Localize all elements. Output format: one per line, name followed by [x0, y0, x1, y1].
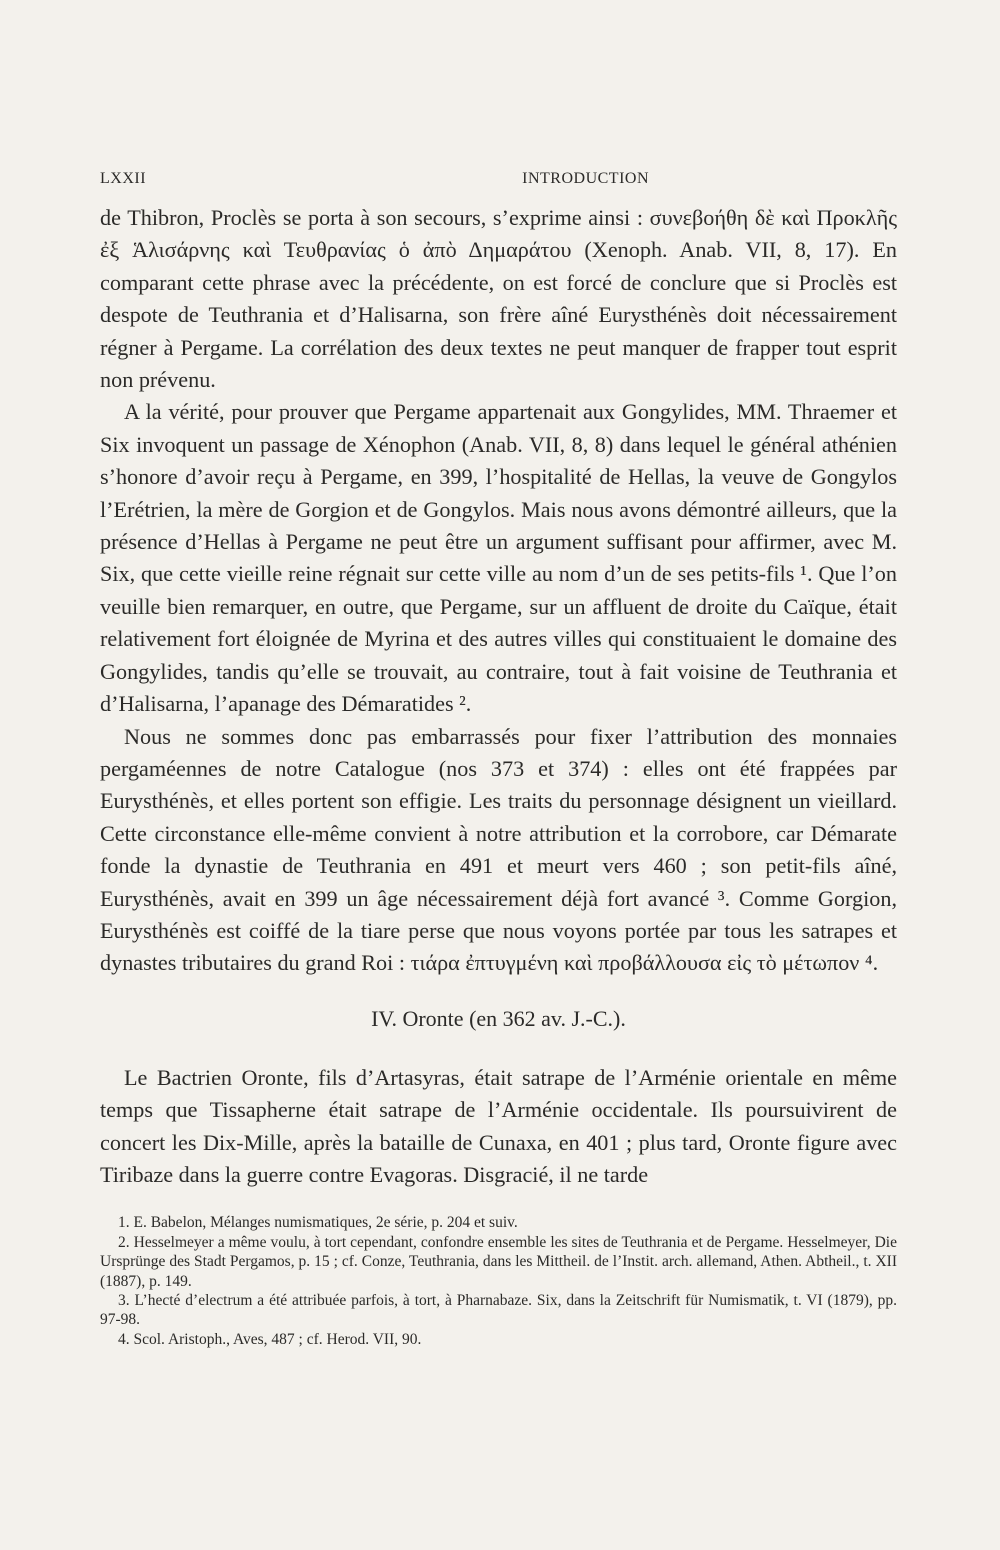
paragraph: Nous ne sommes donc pas embarrassés pour fixer l’attribution des monnaies pergaméennes de notre Catalogue (nos 373 et 374) : elles ont été frappées par Eurysthénès, et elles portent son effigie. Les traits du personnage désignent un vieillard. Cette circonstance elle-même convient à notre attribution et la corrobore, car Démarate fonde la dynastie de Teuthrania en 491 et meurt vers 460 ; son petit-fils aîné, Eurysthénès, avait en 399 un âge nécessairement déjà fort avancé ³. Comme Gorgion, Eurysthénès est coiffé de la tiare perse que nous voyons portée par tous les satrapes et dynastes tributaires du grand Roi : τιάρα ἐπτυγμένη καὶ προβάλλουσα εἰς τὸ μέτωπον ⁴. — [100, 723, 897, 976]
page-number: LXXII — [100, 170, 147, 187]
footnote: 4. Scol. Aristoph., Aves, 487 ; cf. Herod. VII, 90. — [118, 1330, 422, 1348]
paragraph: de Thibron, Proclès se porta à son secours, s’exprime ainsi : συνεβοήθη δὲ καὶ Προκλῆς ἐξ Ἁλισάρνης καὶ Τευθρανίας ὁ ἀπὸ Δημαράτου (Xenoph. Anab. VII, 8, 17). En comparant cette phrase avec la précédente, on est forcé de conclure que si Proclès est despote de Teuthrania et d’Halisarna, son frère aîné Eurysthénès doit nécessairement régner à Pergame. La corrélation des deux textes ne peut manquer de frapper tout esprit non prévenu. — [100, 205, 897, 393]
footnotes — [100, 1213, 897, 1349]
footnote: 1. E. Babelon, Mélanges numismatiques, 2e série, p. 204 et suiv. — [118, 1214, 518, 1232]
running-title: INTRODUCTION — [522, 170, 649, 187]
section-heading: IV. Oronte (en 362 av. J.-C.). — [371, 1005, 626, 1031]
footnote: 2. Hesselmeyer a même voulu, à tort cependant, confondre ensemble les sites de Teuthrania et de Pergame. Hesselmeyer, Die Ursprünge des Stadt Pergamos, p. 15 ; cf. Conze, Teuthrania, dans les Mittheil. de l’Instit. arch. allemand, Athen. Abtheil., t. XII (1887), p. 149. — [100, 1233, 897, 1290]
main-text — [100, 202, 897, 1191]
page — [100, 170, 897, 1349]
footnote: 3. L’hecté d’electrum a été attribuée parfois, à tort, à Pharnabaze. Six, dans la Zeitschrift für Numismatik, t. VI (1879), pp. 97-98. — [100, 1292, 897, 1329]
running-header — [100, 170, 897, 188]
paragraph: Le Bactrien Oronte, fils d’Artasyras, était satrape de l’Arménie orientale en même temps que Tissapherne était satrape de l’Arménie occidentale. Ils poursuivirent de concert les Dix-Mille, après la bataille de Cunaxa, en 401 ; plus tard, Oronte figure avec Tiribaze dans la guerre contre Evagoras. Disgracié, il ne tarde — [100, 1064, 897, 1187]
paragraph: A la vérité, pour prouver que Pergame appartenait aux Gongylides, MM. Thraemer et Six invoquent un passage de Xénophon (Anab. VII, 8, 8) dans lequel le général athénien s’honore d’avoir reçu à Pergame, en 399, l’hospitalité de Hellas, la veuve de Gongylos l’Erétrien, la mère de Gorgion et de Gongylos. Mais nous avons démontré ailleurs, que la présence d’Hellas à Pergame ne peut être un argument suffisant pour affirmer, avec M. Six, que cette vieille reine régnait sur cette ville au nom d’un de ses petits-fils ¹. Que l’on veuille bien remarquer, en outre, que Pergame, sur un affluent de droite du Caïque, était relativement fort éloignée de Myrina et des autres villes qui constituaient le domaine des Gongylides, tandis qu’elle se trouvait, au contraire, tout à fait voisine de Teuthrania et d’Halisarna, l’apanage des Démaratides ². — [100, 399, 897, 717]
